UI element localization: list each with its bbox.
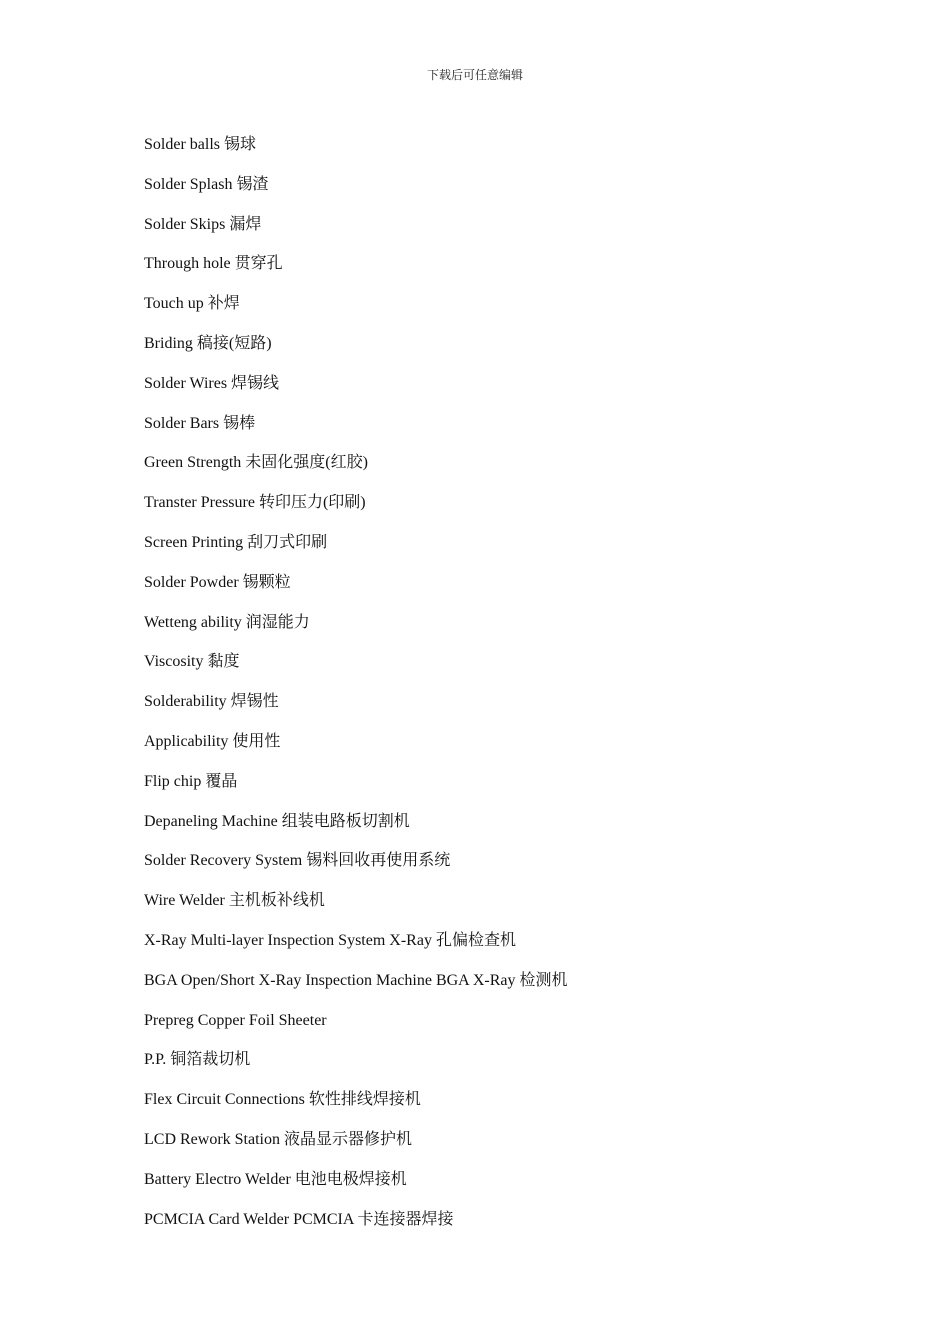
term-item: LCD Rework Station 液晶显示器修护机 bbox=[144, 1130, 412, 1148]
term-item: Solder Powder 锡颗粒 bbox=[144, 573, 291, 591]
term-item: Solder Skips 漏焊 bbox=[144, 215, 262, 233]
term-item: Prepreg Copper Foil Sheeter bbox=[144, 1011, 327, 1029]
term-item: Solder Wires 焊锡线 bbox=[144, 374, 280, 392]
term-item: Flex Circuit Connections 软性排线焊接机 bbox=[144, 1091, 421, 1109]
page-header: 下载后可任意编辑 bbox=[426, 68, 523, 82]
term-item: Wetteng ability 润湿能力 bbox=[144, 613, 310, 631]
term-item: Green Strength 未固化强度(红胶) bbox=[144, 454, 368, 472]
term-item: Solder Recovery System 锡料回收再使用系统 bbox=[144, 852, 451, 870]
term-item: Solder Splash 锡渣 bbox=[144, 175, 269, 193]
term-item: Solderability 焊锡性 bbox=[144, 693, 279, 711]
term-item: Touch up 补焊 bbox=[144, 295, 240, 313]
term-item: Solder balls 锡球 bbox=[144, 136, 256, 153]
term-item: Depaneling Machine 组装电路板切割机 bbox=[144, 812, 410, 830]
term-item: X-Ray Multi-layer Inspection System X-Ray 孔偏检查机 bbox=[144, 931, 516, 949]
term-item: Flip chip 覆晶 bbox=[144, 772, 238, 790]
term-item: P.P. 铜箔裁切机 bbox=[144, 1051, 251, 1069]
term-item: BGA Open/Short X-Ray Inspection Machine BGA X-Ray 检测机 bbox=[144, 971, 568, 989]
term-item: Through hole 贯穿孔 bbox=[144, 255, 283, 273]
term-item: Briding 稿接(短路) bbox=[144, 334, 272, 352]
term-item: Viscosity 黏度 bbox=[144, 653, 240, 671]
term-item: Transter Pressure 转印压力(印刷) bbox=[144, 494, 366, 512]
term-item: Solder Bars 锡棒 bbox=[144, 414, 256, 432]
term-item: Wire Welder 主机板补线机 bbox=[144, 892, 325, 910]
term-item: Applicability 使用性 bbox=[144, 732, 281, 750]
term-item: Screen Printing 刮刀式印刷 bbox=[144, 533, 328, 551]
term-item: Battery Electro Welder 电池电极焊接机 bbox=[144, 1170, 407, 1188]
term-item: PCMCIA Card Welder PCMCIA 卡连接器焊接 bbox=[144, 1210, 454, 1228]
term-list bbox=[144, 134, 568, 1248]
